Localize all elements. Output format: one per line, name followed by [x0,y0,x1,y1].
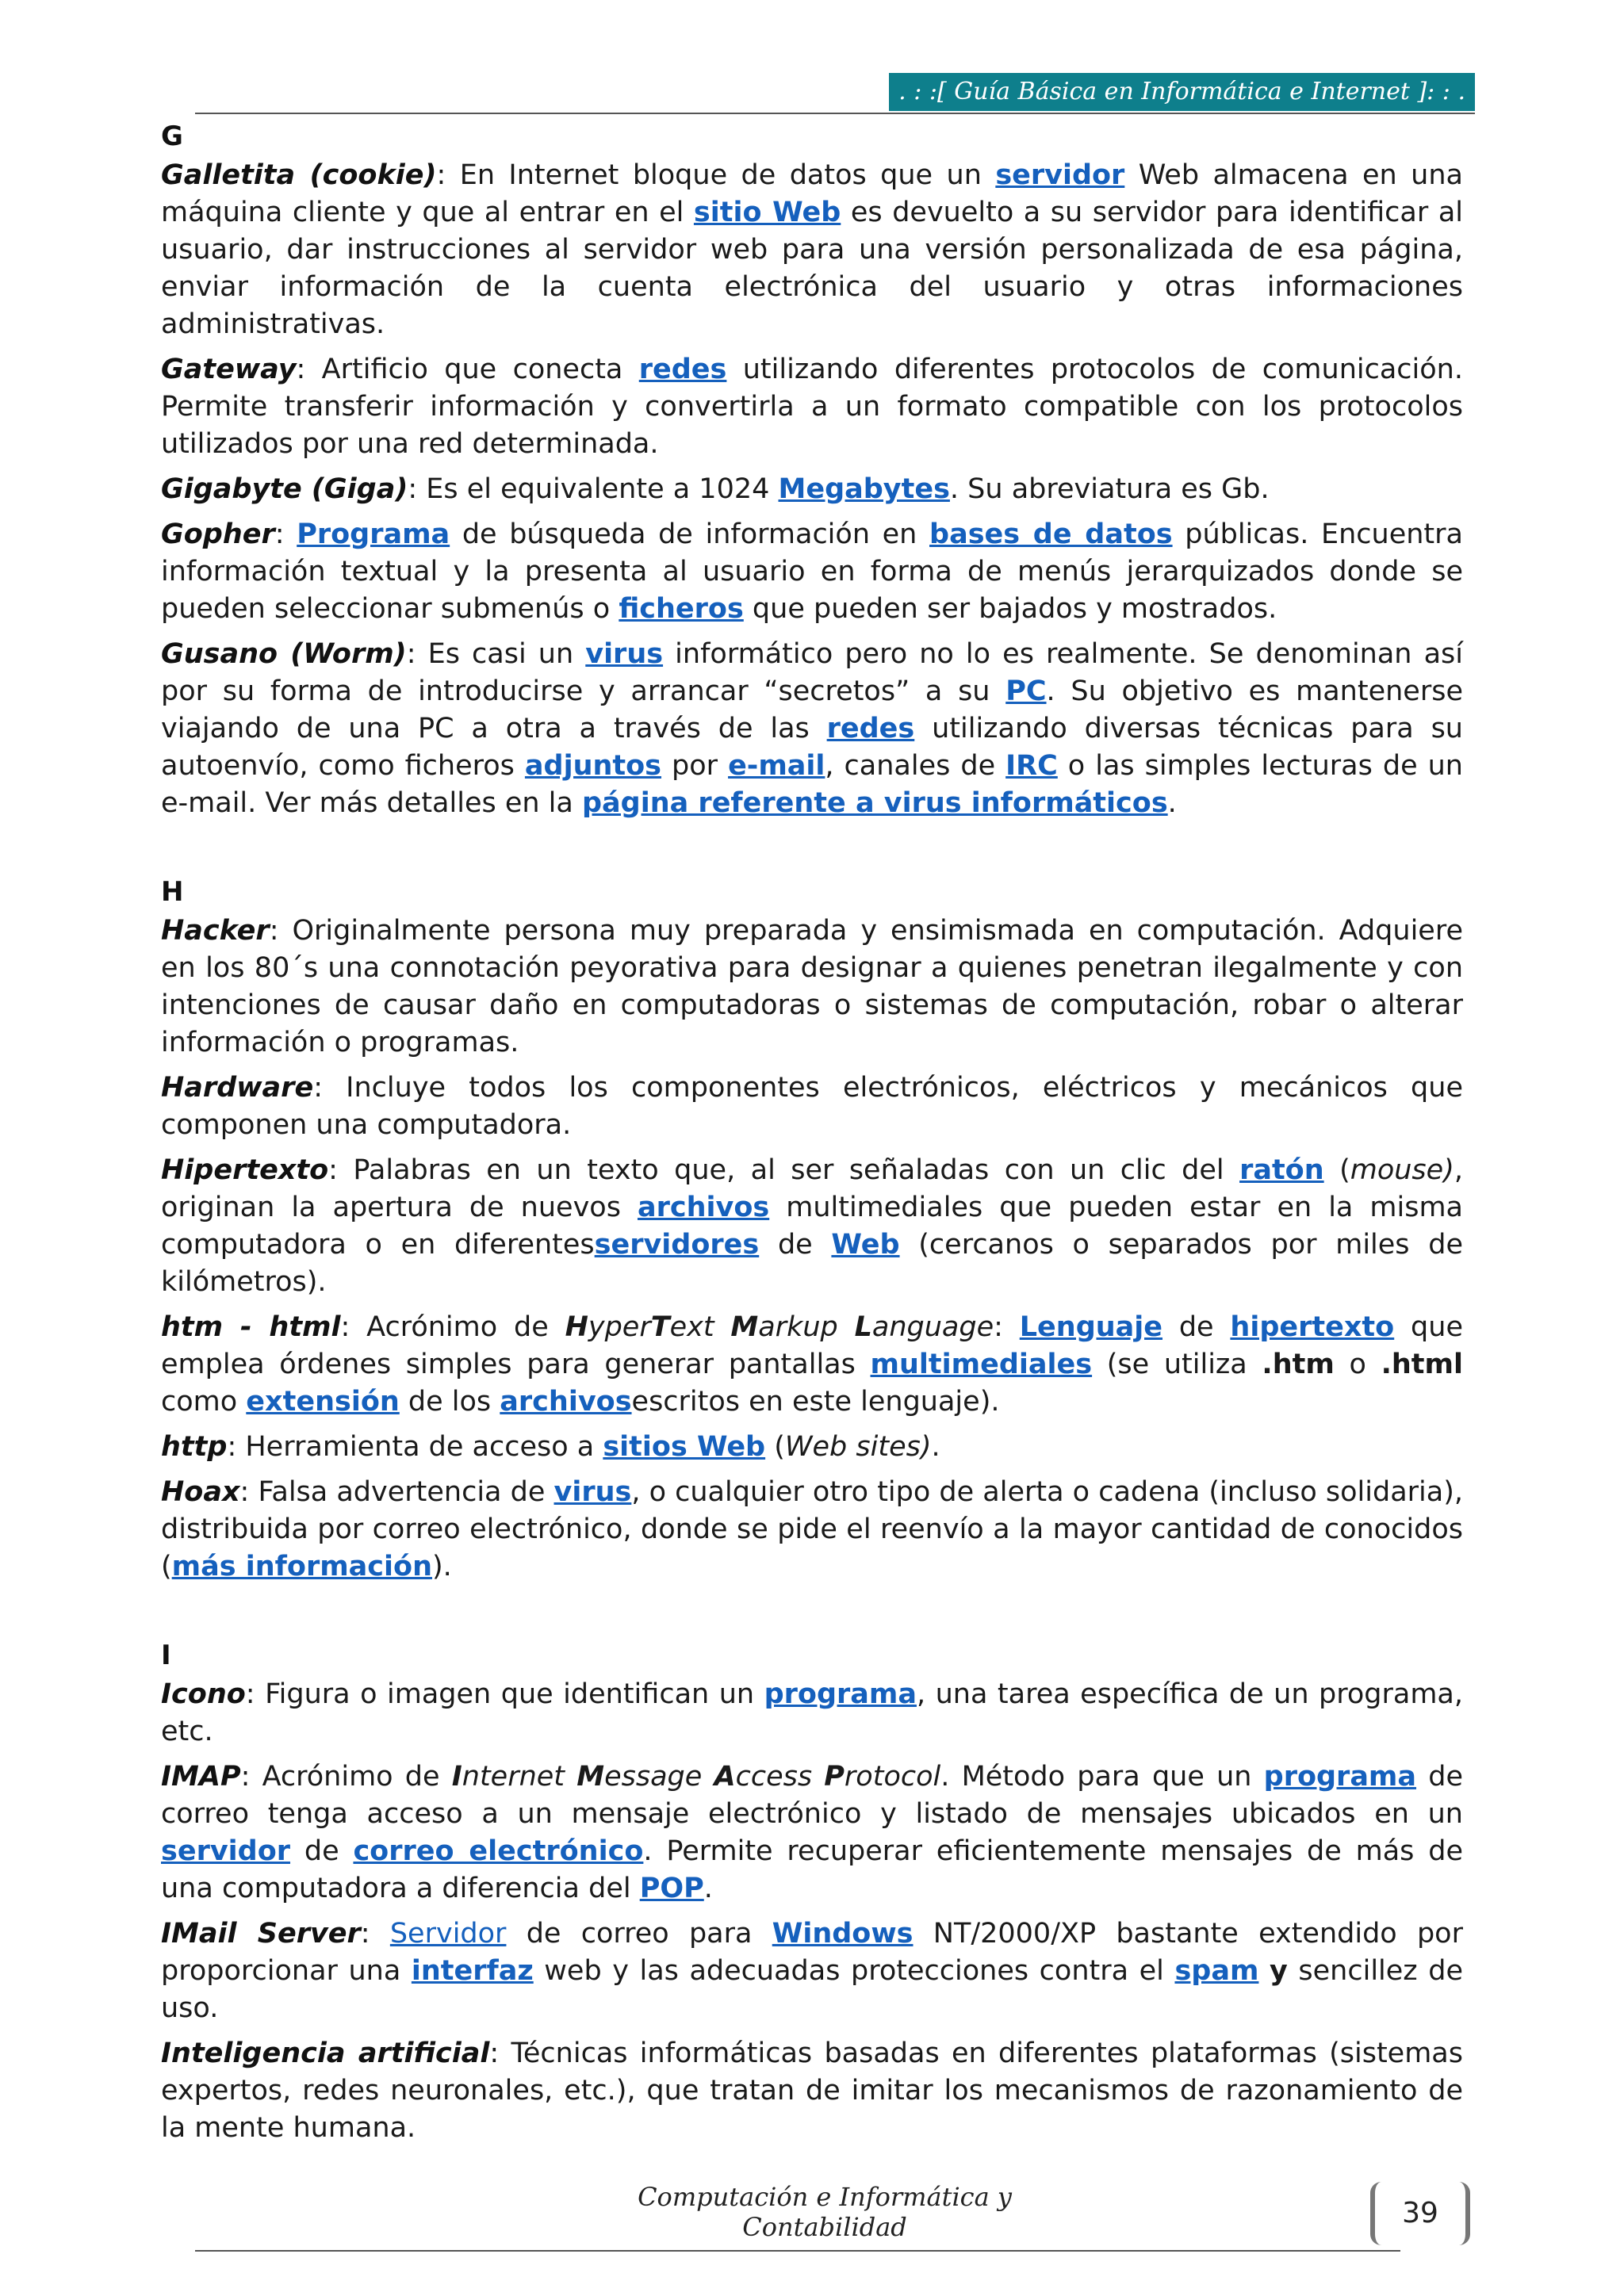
link-interfaz[interactable]: interfaz [411,1955,534,1987]
entry-icono [161,1676,1463,1751]
link-irc[interactable]: IRC [1005,750,1058,782]
entry-text: , o cualquier otro tipo de alerta o cadena (incluso solidaria), distribuida por correo electrónico, donde se pide el reenvío a la mayor cantidad de conocidos ( [161,1476,1463,1582]
acronym-letter: H [565,1311,588,1343]
link-programa[interactable]: Programa [297,519,450,550]
link-ficheros[interactable]: ficheros [619,593,744,625]
entry-text: Web almacena en una máquina cliente y que al entrar en el [161,159,1463,228]
acronym-letter: L [854,1311,872,1343]
footer-rule [195,2250,1400,2252]
entry-gopher [161,516,1463,628]
acronym-rest: arkup [758,1311,855,1343]
entry-text: ( [1323,1154,1350,1186]
entry-text: ). [432,1551,452,1582]
section-gap [161,830,1463,874]
entry-text: de correo tenga acceso a un mensaje electrónico y listado de mensajes ubicados en un [161,1761,1463,1830]
entry-text: : Figura o imagen que identifican un [245,1678,764,1710]
link-windows[interactable]: Windows [772,1918,914,1950]
entry-text: de los [399,1386,500,1418]
link-programa[interactable]: programa [1263,1761,1417,1793]
acronym-rest: essage [604,1761,714,1793]
entry-term: IMAP [161,1761,241,1793]
acronym-letter: M [730,1311,759,1343]
entry-bold: .html [1381,1349,1463,1380]
entry-imail-server [161,1915,1463,2027]
entry-text: o [1334,1349,1381,1380]
section-letter-i: I [161,1640,171,1671]
link-extension[interactable]: extensión [246,1386,400,1418]
entry-text: de [290,1835,354,1867]
link-servidor[interactable]: servidor [161,1835,291,1867]
link-pc[interactable]: PC [1005,675,1047,707]
entry-text: , originan la apertura de nuevos [161,1154,1463,1223]
entry-text: : En Internet bloque de datos que un [436,159,996,191]
entry-text: utilizando diversas técnicas para su autoenvío, como ficheros [161,713,1463,782]
link-web[interactable]: Web [831,1229,900,1261]
entry-hacker [161,913,1463,1062]
link-programa[interactable]: programa [764,1678,917,1710]
footer-title: Computación e Informática y Contabilidad [638,2182,1012,2242]
entry-hardware [161,1070,1463,1144]
link-redes[interactable]: redes [826,713,915,744]
link-hipertexto[interactable]: hipertexto [1230,1311,1395,1343]
entry-text: de búsqueda de información en [450,519,930,550]
entry-bold: .htm [1262,1349,1335,1380]
entry-text: de [1162,1311,1231,1343]
entry-text: . [703,1873,713,1904]
entry-hipertexto [161,1152,1463,1301]
link-archivos[interactable]: archivos [637,1192,770,1223]
acronym-letter: I [451,1761,462,1793]
section-gap [161,1594,1463,1638]
entry-text: : [274,519,297,550]
entry-galletita [161,157,1463,343]
acronym-rest: anguage [871,1311,994,1343]
entry-text [1258,1955,1270,1987]
link-redes[interactable]: redes [638,354,727,385]
page-number: 39 [1402,2197,1438,2229]
entry-text: informático pero no lo es realmente. Se denominan así por su forma de introducirse y arrancar “secretos” a su [161,638,1463,707]
acronym-rest: nternet [462,1761,577,1793]
entry-term: Gateway [161,354,297,385]
link-archivos[interactable]: archivos [500,1386,632,1418]
entry-term: Hacker [161,915,270,947]
entry-term: Galletita (cookie) [161,159,437,191]
acronym-letter: A [714,1761,736,1793]
entry-text: : Artificio que conecta [296,354,639,385]
entry-text: utilizando diferentes protocolos de comunicación. Permite transferir información y convertirla a un formato compatible con los protocolos utilizados por una red determinada. [161,354,1463,460]
link-raton[interactable]: ratón [1239,1154,1324,1186]
acronym-rest: rotocol [844,1761,941,1793]
entry-text: es devuelto a su servidor para identificar al usuario, dar instrucciones al servidor web para una versión personalizada de esa página, enviar información de la cuenta electrónica del usuario y otras informaciones administrativas. [161,197,1463,340]
entry-text: , una tarea específica de un programa, etc. [161,1678,1463,1747]
link-adjuntos[interactable]: adjuntos [524,750,662,782]
entry-text: : Palabras en un texto que, al ser señaladas con un clic del [328,1154,1240,1186]
entry-text: . Método para que un [940,1761,1264,1793]
entry-term: Gopher [161,519,275,550]
link-servidores[interactable]: servidores [594,1229,760,1261]
entry-text: web y las adecuadas protecciones contra el [533,1955,1175,1987]
entry-term: Inteligencia artificial [161,2038,490,2069]
link-correo-electronico[interactable]: correo electrónico [353,1835,644,1867]
entry-gigabyte [161,471,1463,508]
glossary-content [161,119,1463,2155]
entry-text: : Herramienta de acceso a [227,1431,603,1463]
entry-term: IMail Server [161,1918,361,1950]
entry-hoax [161,1474,1463,1586]
header-rule [195,113,1475,114]
entry-text: (se utiliza [1092,1349,1262,1380]
entry-text: . Su abreviatura es Gb. [949,473,1270,505]
link-pagina-virus[interactable]: página referente a virus informáticos [581,787,1168,819]
link-virus[interactable]: virus [585,638,664,670]
link-servidor[interactable]: servidor [995,159,1125,191]
entry-text: : Originalmente persona muy preparada y ensimismada en computación. Adquiere en los 80´s una connotación peyorativa para designar a quienes penetran ilegalmente y con intenciones de causar daño en computadoras o sistemas de computación, robar o alterar información o programas. [161,915,1463,1058]
link-servidor[interactable]: Servidor [389,1918,507,1950]
entry-text: (cercanos o separados por miles de kilómetros). [161,1229,1463,1298]
entry-text: : Acrónimo de [340,1311,565,1343]
entry-text: : Técnicas informáticas basadas en diferentes plataformas (sistemas expertos, redes neuronales, etc.), que tratan de imitar los mecanismos de razonamiento de la mente humana. [161,2038,1463,2144]
link-virus[interactable]: virus [553,1476,632,1508]
link-sitios-web[interactable]: sitios Web [603,1431,766,1463]
entry-text: de [759,1229,832,1261]
entry-term: Gigabyte (Giga) [161,473,408,505]
entry-text: : Falsa advertencia de [239,1476,554,1508]
header-title: . : :[ Guía Básica en Informática e Internet ]: : . [889,73,1475,111]
page-number-bracket [1370,2182,1470,2245]
entry-italic: Web sites) [784,1431,932,1463]
section-letter-g: G [161,121,183,152]
link-pop[interactable]: POP [639,1873,704,1904]
entry-inteligencia-artificial [161,2035,1463,2147]
link-sitio-web[interactable]: sitio Web [693,197,841,228]
entry-text: NT/2000/XP bastante extendido por proporcionar una [161,1918,1463,1987]
entry-gateway [161,351,1463,463]
entry-text: : Es casi un [406,638,586,670]
acronym-letter: P [824,1761,845,1793]
entry-http [161,1429,1463,1466]
entry-text: : Incluye todos los componentes electrónicos, eléctricos y mecánicos que componen una computadora. [161,1072,1463,1141]
link-megabytes[interactable]: Megabytes [778,473,950,505]
entry-bold: y [1270,1955,1288,1987]
link-bases-de-datos[interactable]: bases de datos [929,519,1173,550]
link-multimediales[interactable]: multimediales [870,1349,1093,1380]
entry-text: sencillez de uso. [161,1955,1463,2024]
entry-text: escritos en este lenguaje). [631,1386,1000,1418]
acronym-letter: T [650,1311,670,1343]
entry-htm-html [161,1309,1463,1421]
link-lenguaje[interactable]: Lenguaje [1019,1311,1163,1343]
entry-term: Icono [161,1678,246,1710]
entry-text: : Acrónimo de [240,1761,452,1793]
entry-text: públicas. Encuentra información textual y la presenta al usuario en forma de menús jerarquizados donde se pueden seleccionar submenús o [161,519,1463,625]
acronym-letter: M [576,1761,605,1793]
entry-text: por [661,750,729,782]
entry-term: htm - html [161,1311,341,1343]
entry-italic: mouse) [1350,1154,1454,1186]
entry-term: Hoax [161,1476,240,1508]
entry-term: Hipertexto [161,1154,329,1186]
entry-text: que emplea órdenes simples para generar pantallas [161,1311,1463,1380]
section-letter-h: H [161,876,184,908]
link-mas-informacion[interactable]: más información [171,1551,433,1582]
entry-text: . Su objetivo es mantenerse viajando de una PC a otra a través de las [161,675,1463,744]
entry-text: : [360,1918,390,1950]
entry-text: de correo para [506,1918,772,1950]
link-e-mail[interactable]: e-mail [728,750,825,782]
acronym-rest: ccess [735,1761,825,1793]
entry-text: como [161,1386,247,1418]
acronym-rest: ext [669,1311,731,1343]
entry-term: Hardware [161,1072,314,1104]
entry-term: Gusano (Worm) [161,638,407,670]
link-spam[interactable]: spam [1174,1955,1259,1987]
entry-text: que pueden ser bajados y mostrados. [743,593,1277,625]
entry-text: , canales de [825,750,1006,782]
entry-text: . Permite recuperar eficientemente mensajes de más de una computadora a diferencia del [161,1835,1463,1904]
entry-text: : Es el equivalente a 1024 [408,473,779,505]
entry-text: . [1167,787,1177,819]
entry-text: o las simples lecturas de un e-mail. Ver más detalles en la [161,750,1463,819]
entry-text: . [931,1431,940,1463]
entry-text: multimediales que pueden estar en la misma computadora o en diferentes [161,1192,1464,1261]
acronym-rest: yper [588,1311,651,1343]
entry-gusano [161,636,1463,822]
entry-term: http [161,1431,228,1463]
entry-text: : [994,1311,1020,1343]
entry-text: ( [765,1431,785,1463]
entry-imap [161,1758,1463,1908]
